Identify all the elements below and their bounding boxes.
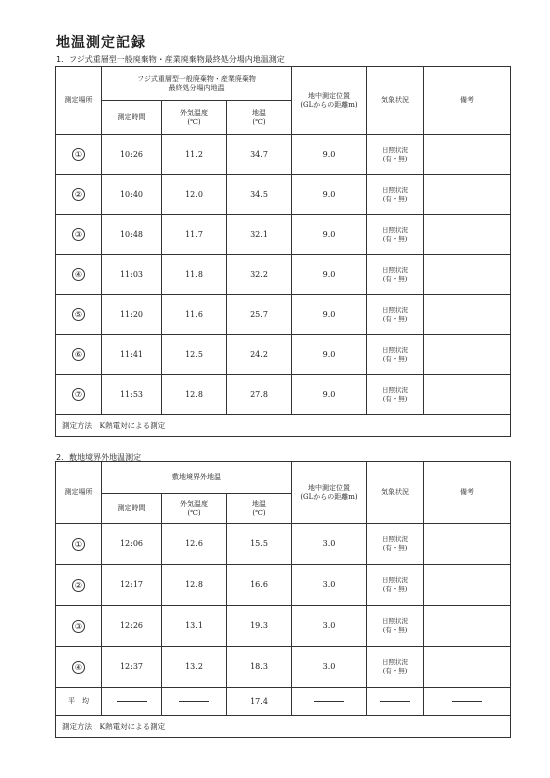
time-cell: 11:03: [102, 255, 162, 295]
location-cell: ⑤: [56, 295, 102, 335]
method-note: 測定方法 K熱電対による測定: [56, 716, 511, 738]
remarks-cell: [424, 565, 511, 606]
header-depth: 地中測定位置 (GLからの距離m): [292, 462, 367, 524]
time-cell: 12:37: [102, 647, 162, 688]
header-group: 敷地境界外地温: [102, 462, 292, 494]
depth-cell: 9.0: [292, 175, 367, 215]
table-row: [56, 375, 511, 415]
header-location: 測定場所: [56, 462, 102, 524]
depth-cell: 9.0: [292, 135, 367, 175]
location-cell: ③: [56, 215, 102, 255]
location-cell: ⑦: [56, 375, 102, 415]
depth-cell: 3.0: [292, 606, 367, 647]
time-cell: 10:26: [102, 135, 162, 175]
depth-cell: 9.0: [292, 215, 367, 255]
header-location: 測定場所: [56, 67, 102, 135]
header-weather: 気象状況: [367, 67, 424, 135]
method-note: 測定方法 K熱電対による測定: [56, 415, 511, 437]
weather-cell: 日照状況 (有・無): [367, 565, 424, 606]
table-row: [56, 647, 511, 688]
air-temp-cell: 12.0: [162, 175, 227, 215]
ground-temp-cell: 32.1: [227, 215, 292, 255]
air-temp-cell: 12.8: [162, 565, 227, 606]
depth-cell: 9.0: [292, 255, 367, 295]
avg-time-dash: [102, 688, 162, 716]
location-cell: ③: [56, 606, 102, 647]
location-cell: ⑥: [56, 335, 102, 375]
avg-air-dash: [162, 688, 227, 716]
table-row: [56, 215, 511, 255]
depth-cell: 9.0: [292, 375, 367, 415]
ground-temp-cell: 18.3: [227, 647, 292, 688]
air-temp-cell: 11.8: [162, 255, 227, 295]
weather-cell: 日照状況 (有・無): [367, 135, 424, 175]
remarks-cell: [424, 175, 511, 215]
ground-temp-cell: 15.5: [227, 524, 292, 565]
air-temp-cell: 11.7: [162, 215, 227, 255]
depth-cell: 3.0: [292, 524, 367, 565]
air-temp-cell: 13.2: [162, 647, 227, 688]
location-cell: ②: [56, 565, 102, 606]
header-ground-temp: 地温 (℃): [227, 494, 292, 524]
remarks-cell: [424, 375, 511, 415]
header-ground-temp: 地温 (℃): [227, 101, 292, 135]
weather-cell: 日照状況 (有・無): [367, 647, 424, 688]
time-cell: 12:06: [102, 524, 162, 565]
air-temp-cell: 11.6: [162, 295, 227, 335]
avg-label: 平 均: [56, 688, 102, 716]
header-group: フジ式重層型一般廃棄物・産業廃棄物 最終処分場内地温: [102, 67, 292, 101]
table-row: [56, 335, 511, 375]
depth-cell: 3.0: [292, 647, 367, 688]
depth-cell: 3.0: [292, 565, 367, 606]
header-air-temp: 外気温度 (℃): [162, 494, 227, 524]
remarks-cell: [424, 135, 511, 175]
avg-depth-dash: [292, 688, 367, 716]
depth-cell: 9.0: [292, 295, 367, 335]
weather-cell: 日照状況 (有・無): [367, 295, 424, 335]
location-cell: ①: [56, 524, 102, 565]
table-row: [56, 175, 511, 215]
section1-heading: 1．フジ式重層型一般廃棄物・産業廃棄物最終処分場内地温測定: [56, 55, 285, 64]
weather-cell: 日照状況 (有・無): [367, 524, 424, 565]
location-cell: ②: [56, 175, 102, 215]
header-time: 測定時間: [102, 101, 162, 135]
header-air-temp: 外気温度 (℃): [162, 101, 227, 135]
weather-cell: 日照状況 (有・無): [367, 606, 424, 647]
page-title: 地温測定記録: [56, 35, 146, 51]
time-cell: 12:26: [102, 606, 162, 647]
remarks-cell: [424, 524, 511, 565]
table-row: [56, 524, 511, 565]
ground-temp-cell: 34.5: [227, 175, 292, 215]
time-cell: 11:53: [102, 375, 162, 415]
air-temp-cell: 12.6: [162, 524, 227, 565]
weather-cell: 日照状況 (有・無): [367, 335, 424, 375]
ground-temp-cell: 25.7: [227, 295, 292, 335]
time-cell: 11:20: [102, 295, 162, 335]
time-cell: 11:41: [102, 335, 162, 375]
air-temp-cell: 11.2: [162, 135, 227, 175]
boundary-temperature-table: [55, 461, 511, 738]
header-remarks: 備考: [424, 462, 511, 524]
ground-temp-cell: 34.7: [227, 135, 292, 175]
table-row: [56, 606, 511, 647]
table-row: [56, 565, 511, 606]
ground-temp-cell: 16.6: [227, 565, 292, 606]
depth-cell: 9.0: [292, 335, 367, 375]
header-weather: 気象状況: [367, 462, 424, 524]
time-cell: 12:17: [102, 565, 162, 606]
table-row: [56, 295, 511, 335]
air-temp-cell: 13.1: [162, 606, 227, 647]
avg-weather-dash: [367, 688, 424, 716]
remarks-cell: [424, 255, 511, 295]
header-remarks: 備考: [424, 67, 511, 135]
air-temp-cell: 12.5: [162, 335, 227, 375]
remarks-cell: [424, 335, 511, 375]
section2-heading: 2．敷地境界外地温測定: [56, 453, 142, 462]
remarks-cell: [424, 215, 511, 255]
location-cell: ①: [56, 135, 102, 175]
avg-remarks-dash: [424, 688, 511, 716]
inner-temperature-table: [55, 66, 511, 437]
time-cell: 10:40: [102, 175, 162, 215]
weather-cell: 日照状況 (有・無): [367, 175, 424, 215]
remarks-cell: [424, 606, 511, 647]
location-cell: ④: [56, 647, 102, 688]
location-cell: ④: [56, 255, 102, 295]
remarks-cell: [424, 647, 511, 688]
header-depth: 地中測定位置 (GLからの距離m): [292, 67, 367, 135]
time-cell: 10:48: [102, 215, 162, 255]
remarks-cell: [424, 295, 511, 335]
weather-cell: 日照状況 (有・無): [367, 215, 424, 255]
ground-temp-cell: 24.2: [227, 335, 292, 375]
weather-cell: 日照状況 (有・無): [367, 375, 424, 415]
ground-temp-cell: 19.3: [227, 606, 292, 647]
weather-cell: 日照状況 (有・無): [367, 255, 424, 295]
header-time: 測定時間: [102, 494, 162, 524]
table-row: [56, 255, 511, 295]
table-row: [56, 135, 511, 175]
avg-ground: 17.4: [227, 688, 292, 716]
air-temp-cell: 12.8: [162, 375, 227, 415]
ground-temp-cell: 32.2: [227, 255, 292, 295]
ground-temp-cell: 27.8: [227, 375, 292, 415]
